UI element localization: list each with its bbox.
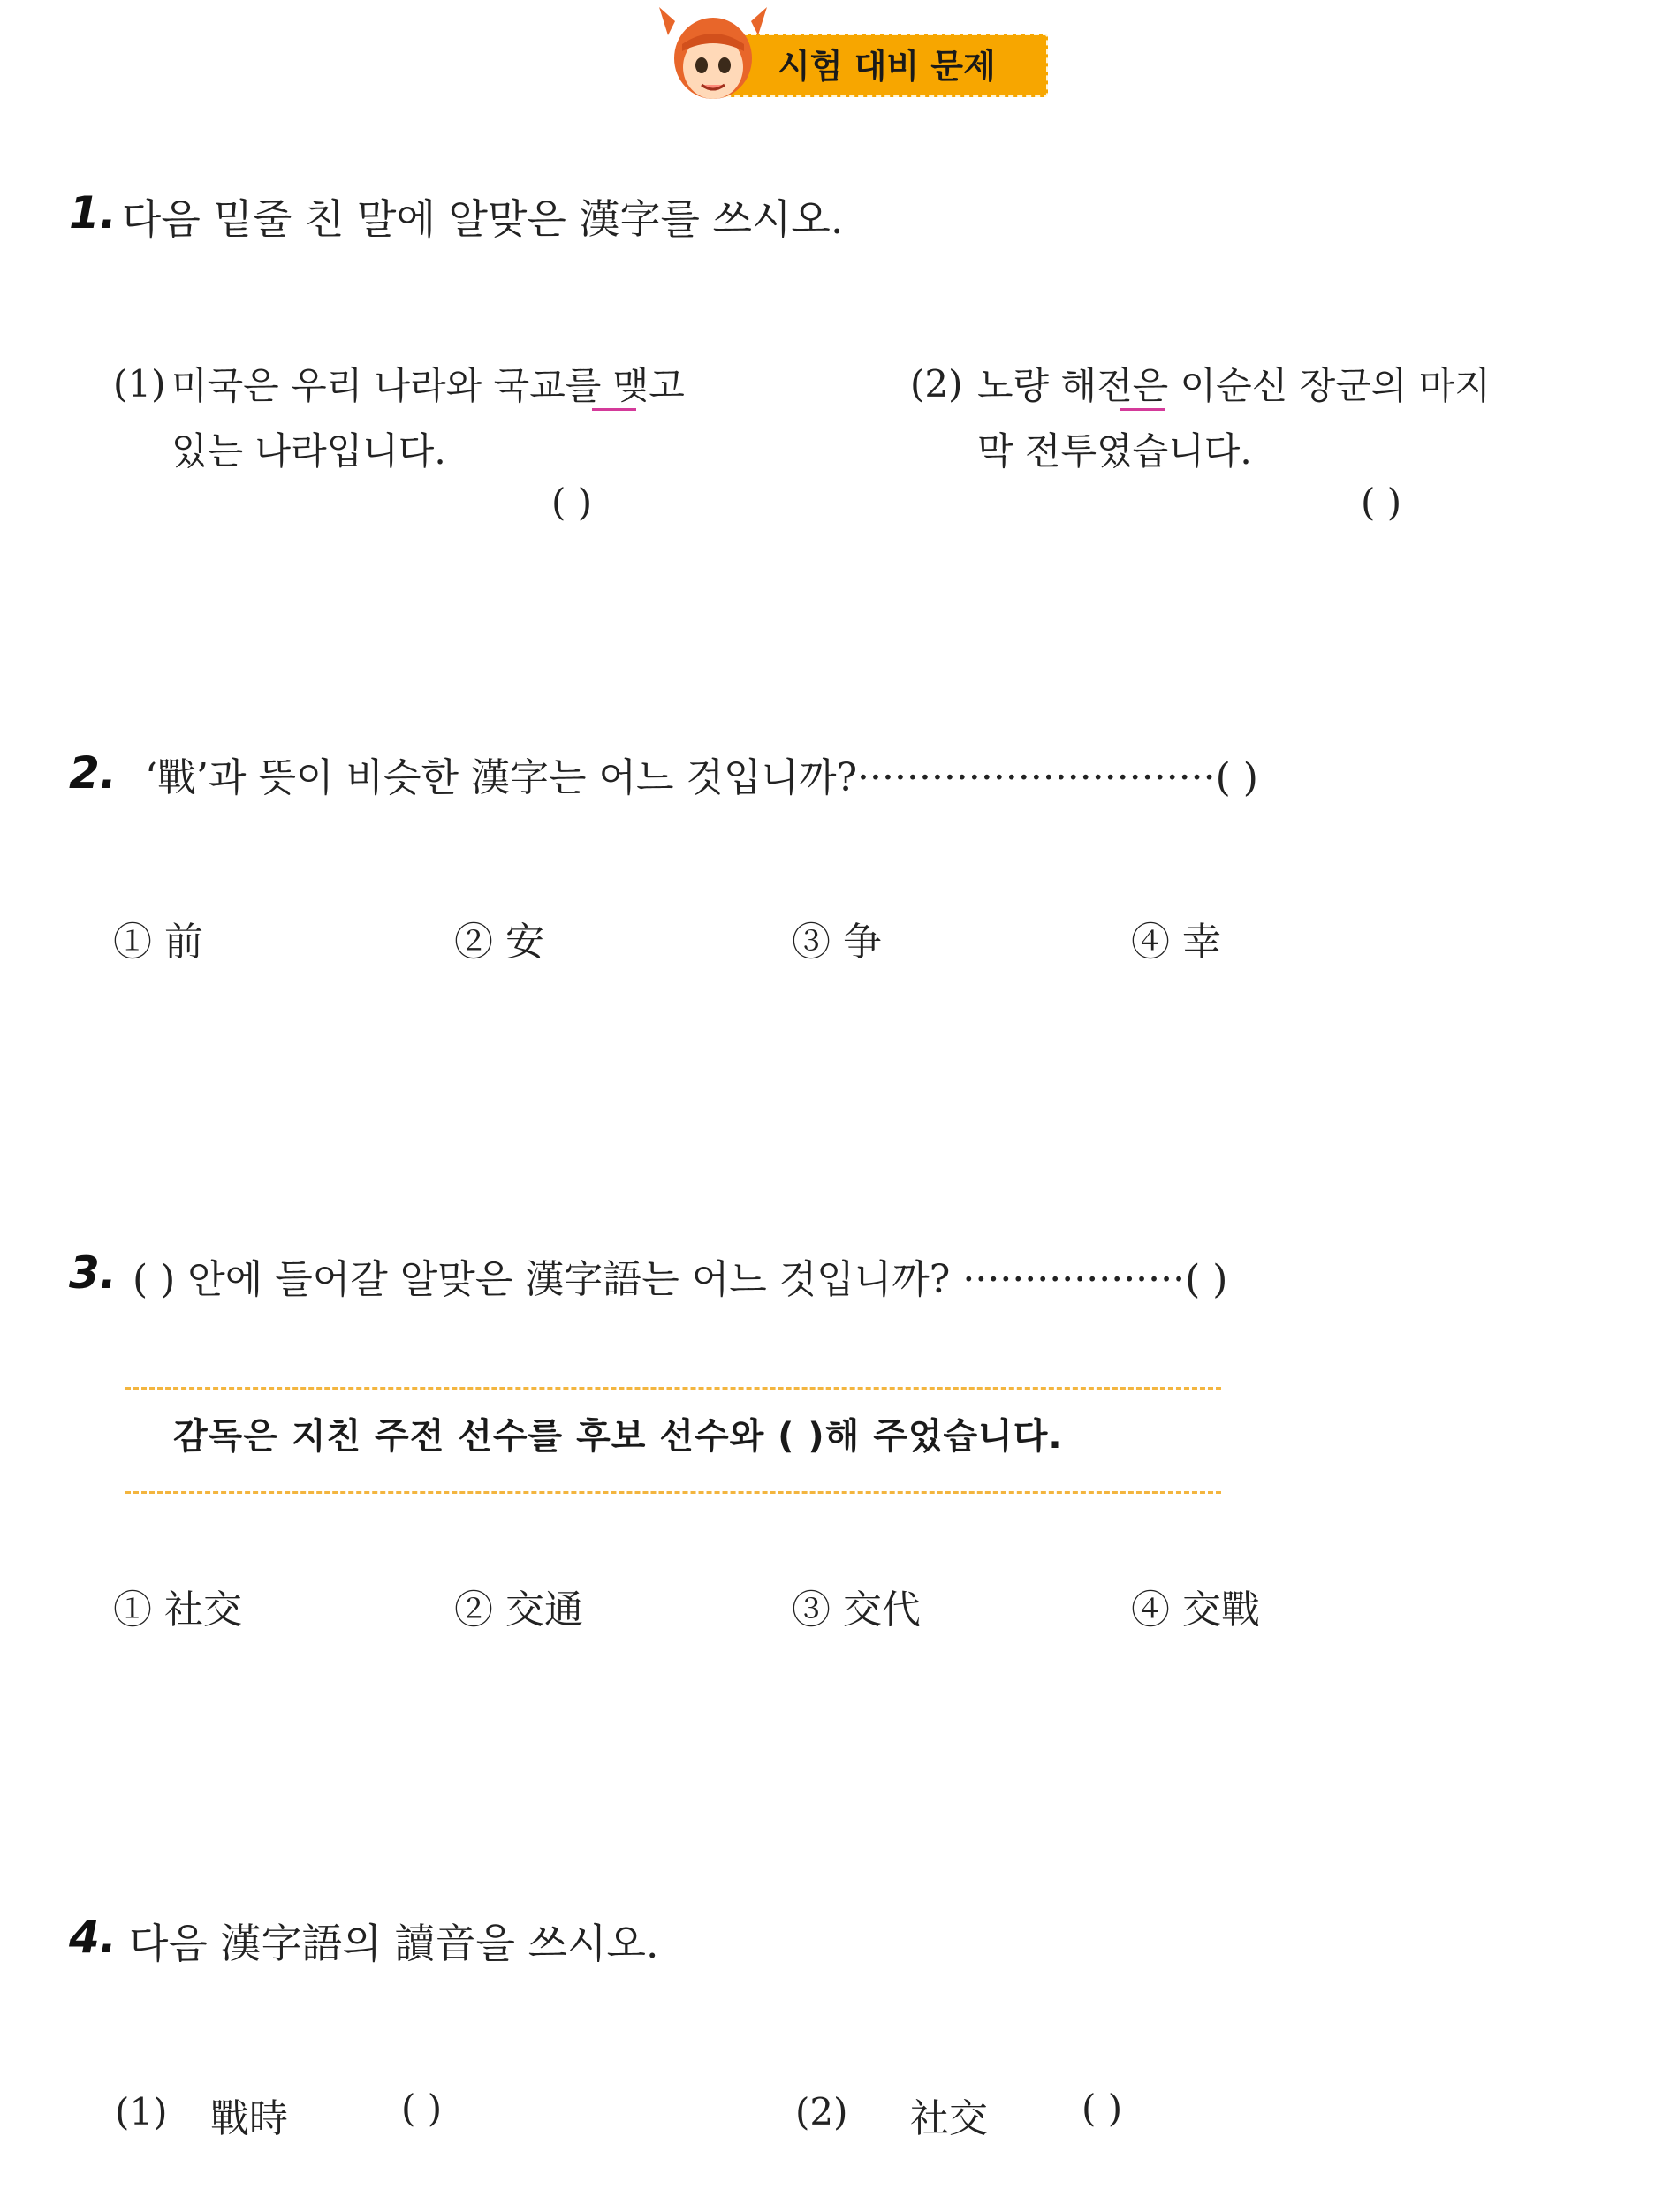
- q3-context-sentence: 감독은 지친 주전 선수를 후보 선수와 ( )해 주었습니다.: [173, 1416, 1063, 1457]
- q4-item2-answer-blank[interactable]: ( ): [1082, 2087, 1123, 2130]
- q1-item1-line1: 미국은 우리 나라와 국교를 맺고: [171, 364, 685, 407]
- q2-option-3[interactable]: ③ 争: [792, 920, 882, 965]
- q1-item2-line2: 막 전투였습니다.: [977, 429, 1252, 473]
- q1-item1-underline: [592, 408, 636, 411]
- q4-item1-answer-blank[interactable]: ( ): [401, 2087, 443, 2130]
- q2-option-4[interactable]: ④ 幸: [1131, 920, 1221, 965]
- q1-item1-number: (1): [113, 362, 166, 405]
- question-3-prompt: ( ) 안에 들어갈 알맞은 漢字語는 어느 것입니까? ··················( ): [133, 1257, 1228, 1302]
- q4-item1-word: 戰時: [210, 2096, 288, 2141]
- q2-option-1[interactable]: ① 前: [113, 920, 203, 965]
- question-1-number: 1.: [69, 187, 117, 239]
- q3-option-3[interactable]: ③ 交代: [792, 1587, 921, 1632]
- q1-item2-line1: 노량 해전은 이순신 장군의 마지: [977, 364, 1491, 407]
- q2-option-2[interactable]: ② 安: [454, 920, 544, 965]
- q4-item2-word: 社交: [910, 2096, 988, 2141]
- q3-option-2[interactable]: ② 交通: [454, 1587, 583, 1632]
- question-1-prompt: 다음 밑줄 친 말에 알맞은 漢字를 쓰시오.: [122, 195, 844, 243]
- box-bottom-dashed-line: [125, 1491, 1221, 1494]
- q4-item2-number: (2): [795, 2090, 848, 2133]
- q3-option-1[interactable]: ① 社交: [113, 1587, 242, 1632]
- q1-item1-answer-blank[interactable]: ( ): [551, 481, 593, 524]
- q3-option-4[interactable]: ④ 交戰: [1131, 1587, 1260, 1632]
- girl-mascot-icon: [656, 4, 770, 106]
- q1-item2-answer-blank[interactable]: ( ): [1361, 481, 1402, 524]
- badge-label: 시험 대비 문제: [778, 47, 996, 86]
- box-top-dashed-line: [125, 1387, 1221, 1390]
- q1-item1-line2: 있는 나라입니다.: [171, 429, 446, 473]
- question-4-number: 4.: [69, 1912, 117, 1963]
- question-2-prompt: ‘戰’과 뜻이 비슷한 漢字는 어느 것입니까?·····························( ): [145, 755, 1258, 800]
- question-3-number: 3.: [69, 1247, 117, 1299]
- question-4-prompt: 다음 漢字語의 讀音을 쓰시오.: [129, 1920, 659, 1967]
- q4-item1-number: (1): [115, 2090, 168, 2133]
- q1-item2-underline: [1120, 408, 1165, 411]
- q1-item2-number: (2): [910, 362, 963, 405]
- question-2-number: 2.: [69, 747, 117, 799]
